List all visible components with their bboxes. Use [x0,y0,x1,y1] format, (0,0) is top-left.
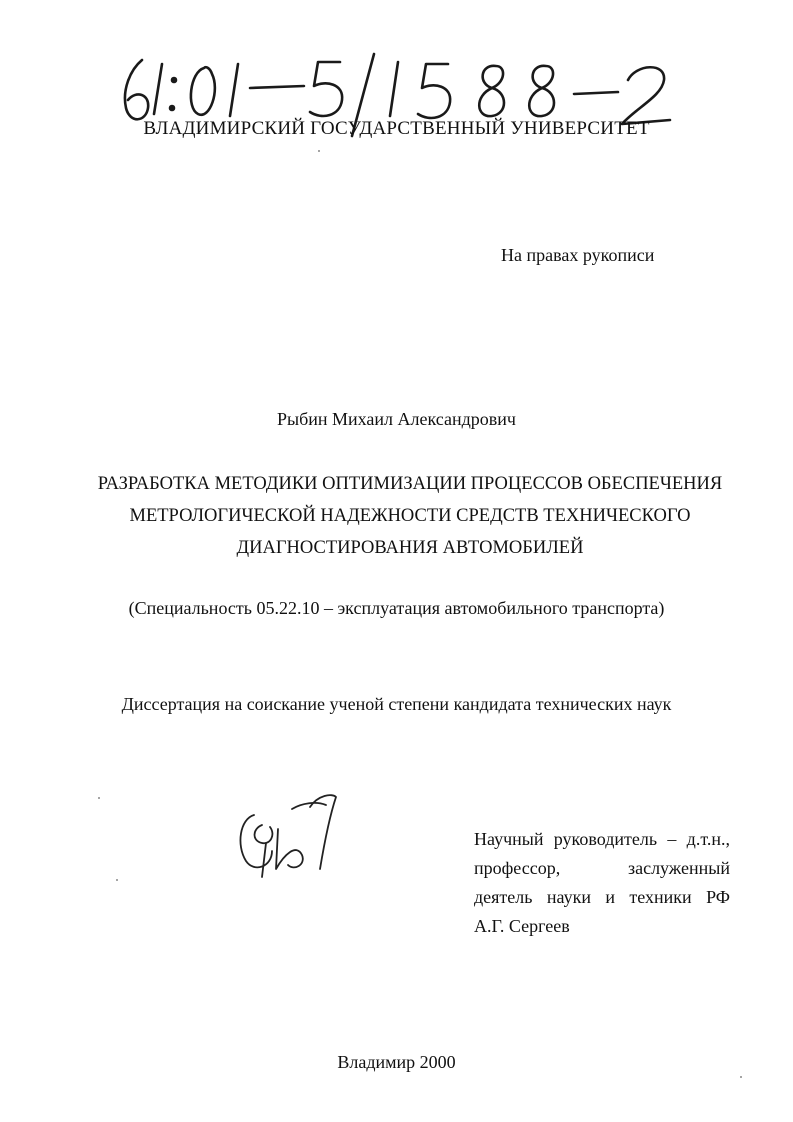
advisor-line: профессор, заслуженный [474,858,730,878]
advisor-name: А.Г. Сергеев [474,916,570,936]
city-year: Владимир 2000 [337,1052,456,1072]
scan-speck [98,797,100,799]
scan-speck [318,150,320,152]
scan-speck [116,879,118,881]
university-name: ВЛАДИМИРСКИЙ ГОСУДАРСТВЕННЫЙ УНИВЕРСИТЕТ [143,118,650,139]
dissertation-title [60,468,760,564]
title-line: РАЗРАБОТКА МЕТОДИКИ ОПТИМИЗАЦИИ ПРОЦЕССОВ ОБЕСПЕЧЕНИЯ [97,474,723,494]
advisor-line: Научный руководитель – д.т.н., [474,829,730,849]
dissertation-degree-line: Диссертация на соискание ученой степени кандидата технических наук [121,694,672,714]
scan-speck [740,1076,742,1078]
handwritten-signature [232,785,347,880]
title-line: ДИАГНОСТИРОВАНИЯ АВТОМОБИЛЕЙ [236,538,584,558]
manuscript-rights-note: На правах рукописи [501,245,655,265]
title-line: МЕТРОЛОГИЧЕСКОЙ НАДЕЖНОСТИ СРЕДСТВ ТЕХНИЧЕСКОГО [129,506,691,526]
advisor-line: деятель науки и техники РФ [474,887,730,907]
scientific-advisor-block [474,825,730,941]
author-name: Рыбин Михаил Александрович [277,409,516,429]
specialty-line: (Специальность 05.22.10 – эксплуатация автомобильного транспорта) [128,598,665,618]
